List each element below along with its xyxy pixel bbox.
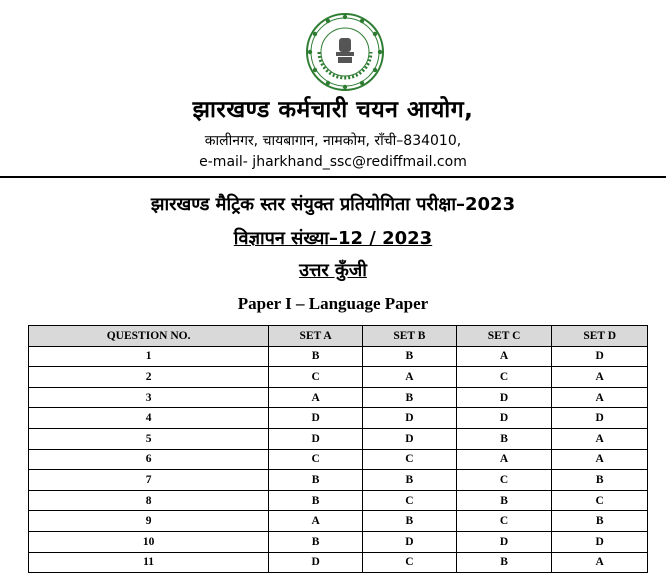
set-a-answer-cell: D [269,552,363,573]
question-no-cell: 10 [29,531,269,552]
advertisement-number [0,226,666,250]
question-no-cell: 6 [29,449,269,470]
question-no-cell: 4 [29,408,269,429]
set-b-answer-cell: B [362,387,456,408]
set-c-answer-cell: D [456,387,552,408]
column-header-set-d: SET D [552,326,648,347]
answer-key-title-text: उत्तर कुँजी [299,260,367,281]
paper-title: Paper I – Language Paper [237,294,429,313]
column-header-question-no: QUESTION NO. [29,326,269,347]
column-header-set-c: SET C [456,326,552,347]
set-d-answer-cell: B [552,511,648,532]
table-row [29,552,648,573]
advertisement-number-text: विज्ञापन संख्या–12 / 2023 [233,228,433,249]
set-b-answer-cell: D [362,428,456,449]
set-d-answer-cell: D [552,408,648,429]
set-a-answer-cell: A [269,511,363,532]
set-b-answer-cell: A [362,367,456,388]
question-no-cell: 11 [29,552,269,573]
set-c-answer-cell: B [456,428,552,449]
question-no-cell: 8 [29,490,269,511]
answer-key-title [0,258,666,282]
set-c-answer-cell: B [456,552,552,573]
header-divider [0,176,666,178]
set-b-answer-cell: D [362,531,456,552]
set-d-answer-cell: A [552,428,648,449]
set-d-answer-cell: D [552,346,648,367]
table-row [29,470,648,491]
set-a-answer-cell: B [269,470,363,491]
question-no-cell: 3 [29,387,269,408]
set-a-answer-cell: A [269,387,363,408]
exam-title: झारखण्ड मैट्रिक स्तर संयुक्त प्रतियोगिता परीक्षा–2023 [150,194,516,215]
question-no-cell: 9 [29,511,269,532]
table-row [29,531,648,552]
table-row [29,511,648,532]
set-d-answer-cell: A [552,387,648,408]
table-header-row [29,326,648,347]
set-a-answer-cell: C [269,449,363,470]
question-no-cell: 1 [29,346,269,367]
column-header-set-b: SET B [362,326,456,347]
table-row [29,367,648,388]
commission-seal-logo [305,12,385,92]
table-row [29,408,648,429]
set-d-answer-cell: D [552,531,648,552]
organization-address: कालीनगर, चायबागान, नामकोम, राँची–834010, [204,133,462,149]
table-row [29,490,648,511]
set-c-answer-cell: A [456,346,552,367]
set-b-answer-cell: B [362,470,456,491]
question-no-cell: 2 [29,367,269,388]
set-d-answer-cell: A [552,367,648,388]
table-row [29,428,648,449]
set-c-answer-cell: C [456,511,552,532]
set-c-answer-cell: B [456,490,552,511]
set-b-answer-cell: C [362,490,456,511]
set-b-answer-cell: C [362,552,456,573]
set-c-answer-cell: A [456,449,552,470]
column-header-set-a: SET A [269,326,363,347]
set-c-answer-cell: C [456,470,552,491]
set-c-answer-cell: D [456,408,552,429]
set-c-answer-cell: C [456,367,552,388]
question-no-cell: 5 [29,428,269,449]
organization-name: झारखण्ड कर्मचारी चयन आयोग, [192,97,474,123]
set-a-answer-cell: D [269,428,363,449]
set-d-answer-cell: B [552,470,648,491]
set-a-answer-cell: D [269,408,363,429]
answer-key-table [28,325,648,573]
set-a-answer-cell: B [269,346,363,367]
set-c-answer-cell: D [456,531,552,552]
organization-email: e-mail- jharkhand_ssc@rediffmail.com [199,154,467,170]
table-row [29,387,648,408]
set-d-answer-cell: A [552,449,648,470]
set-a-answer-cell: C [269,367,363,388]
table-row [29,346,648,367]
set-a-answer-cell: B [269,490,363,511]
table-row [29,449,648,470]
set-b-answer-cell: D [362,408,456,429]
question-no-cell: 7 [29,470,269,491]
set-b-answer-cell: C [362,449,456,470]
set-b-answer-cell: B [362,346,456,367]
set-d-answer-cell: C [552,490,648,511]
set-d-answer-cell: A [552,552,648,573]
set-b-answer-cell: B [362,511,456,532]
set-a-answer-cell: B [269,531,363,552]
